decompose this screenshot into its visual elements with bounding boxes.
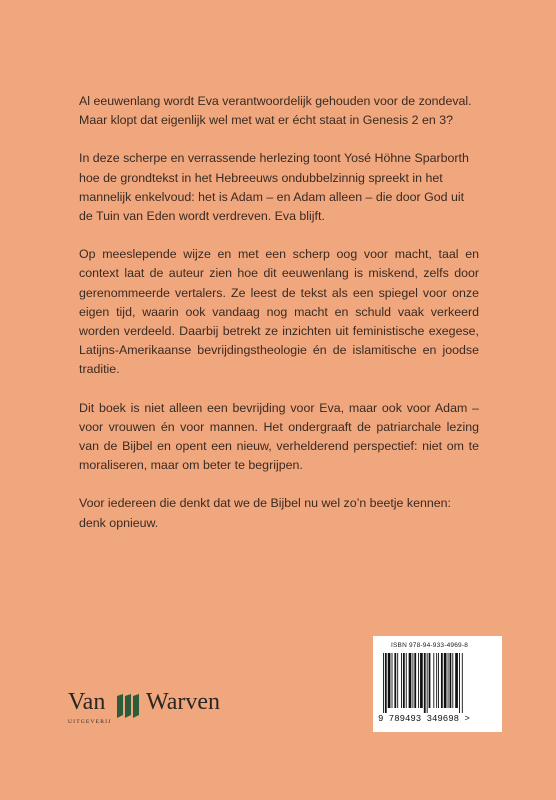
back-cover-blurb — [79, 92, 479, 552]
blurb-paragraph-3: Op meeslepende wijze en met een scherp oog voor macht, taal en context laat de auteur zien hoe dit eeuwenlang is miskend, zelfs door gerenommeerde vertalers. Ze leest de tekst als een spiegel voor onze eigen tijd, waarin ook vandaag nog macht en schuld vaak verkeerd worden verdeeld. Daarbij betrekt ze inzichten uit feministische exegese, Latijns-Amerikaanse bevrijdingstheologie én de islamitische en joodse traditie. — [79, 247, 479, 377]
publisher-uitgeverij-label: UITGEVERIJ — [68, 719, 112, 725]
blurb-paragraph-1: Al eeuwenlang wordt Eva verantwoordelijk gehouden voor de zondeval. Maar klopt dat eigenlijk wel met wat er écht staat in Genesis 2 en 3? — [79, 94, 472, 128]
isbn-barcode-box — [373, 636, 502, 732]
blurb-paragraph-4: Dit boek is niet alleen een bevrijding voor Eva, maar ook voor Adam – voor vrouwen én voor mannen. Het ondergraaft de patriarchale lezing van de Bijbel en opent een nieuw, verhelderend perspectief: niet om te moraliseren, maar om beter te begrijpen. — [79, 400, 479, 473]
publisher-name-van: Van — [68, 689, 106, 715]
barcode-digits: 9 789493 349698 > — [378, 714, 470, 724]
blurb-paragraph-5: Voor iedereen die denkt dat we de Bijbel nu wel zo’n beetje kennen: denk opnieuw. — [79, 496, 451, 530]
barcode-icon — [381, 653, 494, 713]
blurb-paragraph-2: In deze scherpe en verrassende herlezing toont Yosé Höhne Sparborth hoe de grondtekst in het Hebreeuws ondubbelzinnig spreekt in het mannelijk enkelvoud: het is Adam – en Adam alleen – die door God uit de Tuin van Eden wordt verdreven. Eva blijft. — [79, 151, 469, 224]
publisher-name-warven: Warven — [146, 689, 221, 715]
publisher-mark-icon — [115, 693, 143, 719]
isbn-label: ISBN 978-94-933-4969-8 — [391, 642, 469, 649]
publisher-logo — [68, 689, 248, 733]
